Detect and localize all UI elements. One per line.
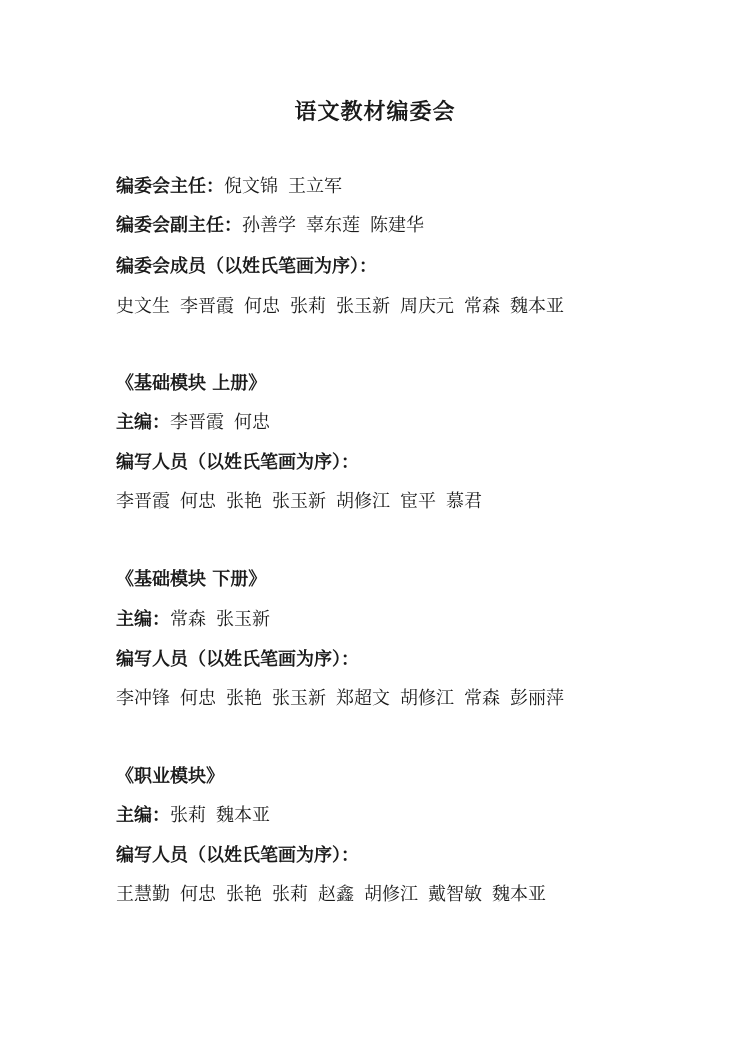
person-name: 王慧勤: [116, 884, 170, 905]
committee-vice-director-line: [116, 213, 424, 239]
section-heading: 《基础模块 下册》: [116, 569, 267, 590]
person-name: 张玉新: [272, 688, 326, 709]
person-name: 张玉新: [272, 491, 326, 512]
person-name: 李晋霞: [116, 491, 170, 512]
section-heading: 《职业模块》: [116, 766, 224, 787]
editor-label: 主编：: [116, 412, 170, 433]
person-name: 魏本亚: [510, 296, 564, 317]
person-name: 郑超文: [336, 688, 390, 709]
person-name: 何忠: [180, 688, 216, 709]
person-name: 张莉: [290, 296, 326, 317]
vice-director-label: 编委会副主任：: [116, 215, 242, 236]
editor-label: 主编：: [116, 805, 170, 826]
section-editor-line: [116, 803, 270, 829]
person-name: 周庆元: [400, 296, 454, 317]
person-name: 戴智敏: [428, 884, 482, 905]
person-name: 史文生: [116, 296, 170, 317]
person-name: 胡修江: [336, 491, 390, 512]
person-name: 李冲锋: [116, 688, 170, 709]
director-names: [224, 176, 342, 197]
person-name: 何忠: [180, 884, 216, 905]
committee-director-line: [116, 174, 342, 200]
person-name: 宦平: [400, 491, 436, 512]
person-name: 陈建华: [370, 215, 424, 236]
person-name: 倪文锦: [224, 176, 278, 197]
person-name: 张玉新: [336, 296, 390, 317]
person-name: 胡修江: [400, 688, 454, 709]
writers-label: 编写人员（以姓氏笔画为序）：: [116, 649, 359, 670]
person-name: 胡修江: [364, 884, 418, 905]
person-name: 常森: [464, 688, 500, 709]
person-name: 张艳: [226, 491, 262, 512]
person-name: 慕君: [446, 491, 482, 512]
person-name: 张艳: [226, 688, 262, 709]
section-editor-line: [116, 410, 270, 436]
editor-names: [170, 609, 270, 630]
writers-label: 编写人员（以姓氏笔画为序）：: [116, 452, 359, 473]
person-name: 何忠: [180, 491, 216, 512]
person-name: 张玉新: [216, 609, 270, 630]
page-title: 语文教材编委会: [294, 100, 456, 125]
director-label: 编委会主任：: [116, 176, 224, 197]
person-name: 李晋霞: [180, 296, 234, 317]
person-name: 辜东莲: [306, 215, 360, 236]
person-name: 张莉: [170, 805, 206, 826]
person-name: 何忠: [234, 412, 270, 433]
committee-members-label: 编委会成员（以姓氏笔画为序）：: [116, 256, 377, 277]
person-name: 李晋霞: [170, 412, 224, 433]
editor-names: [170, 805, 270, 826]
person-name: 魏本亚: [216, 805, 270, 826]
committee-members-list: [116, 294, 564, 320]
writers-label: 编写人员（以姓氏笔画为序）：: [116, 845, 359, 866]
person-name: 赵鑫: [318, 884, 354, 905]
person-name: 何忠: [244, 296, 280, 317]
person-name: 常森: [170, 609, 206, 630]
writers-list: [116, 882, 546, 908]
person-name: 孙善学: [242, 215, 296, 236]
section-editor-line: [116, 607, 270, 633]
person-name: 魏本亚: [492, 884, 546, 905]
person-name: 常森: [464, 296, 500, 317]
writers-list: [116, 686, 564, 712]
section-heading: 《基础模块 上册》: [116, 373, 267, 394]
person-name: 王立军: [288, 176, 342, 197]
person-name: 张艳: [226, 884, 262, 905]
writers-list: [116, 489, 482, 515]
editor-label: 主编：: [116, 609, 170, 630]
vice-director-names: [242, 215, 424, 236]
person-name: 张莉: [272, 884, 308, 905]
editor-names: [170, 412, 270, 433]
person-name: 彭丽萍: [510, 688, 564, 709]
